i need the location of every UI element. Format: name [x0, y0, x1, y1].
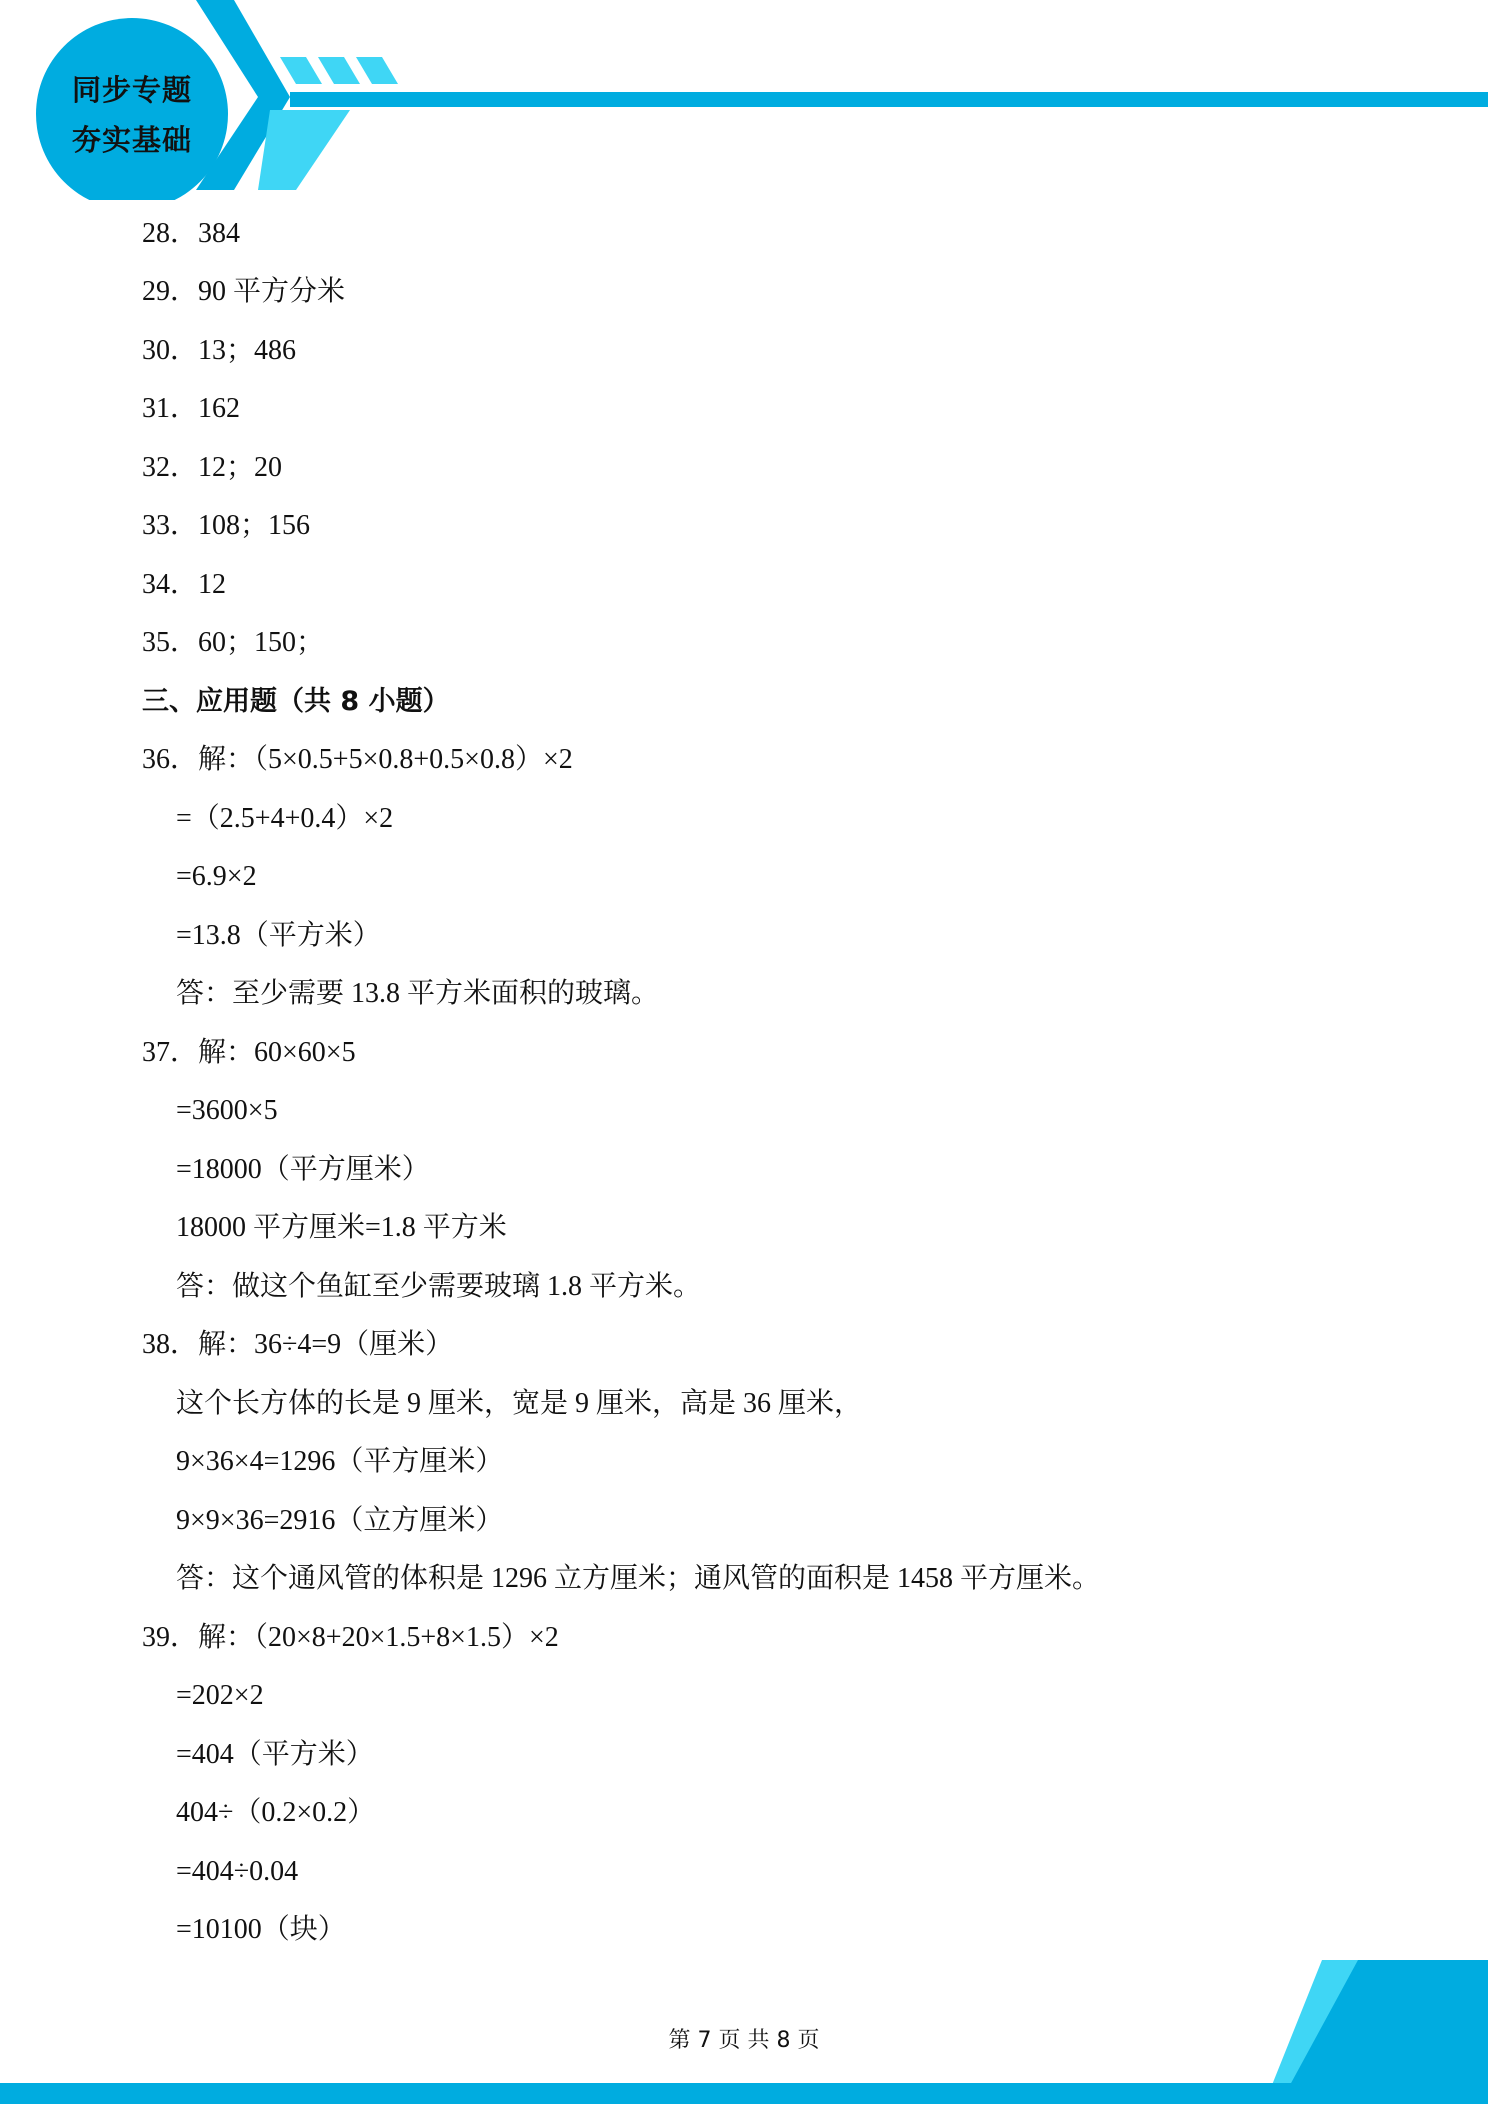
header-chevron-light	[258, 110, 350, 190]
q38-line-2: 这个长方体的长是 9 厘米，宽是 9 厘米，高是 36 厘米，	[176, 1388, 863, 1419]
header-stripe-2	[318, 57, 360, 84]
q39-line-6: =10100（块）	[176, 1914, 346, 1945]
q36-answer: 答：至少需要 13.8 平方米面积的玻璃。	[176, 978, 660, 1009]
badge-line-2: 夯实基础	[71, 123, 192, 157]
answer-31: 31．162	[142, 393, 241, 424]
q38-line-3: 9×36×4=1296（平方厘米）	[176, 1446, 504, 1477]
q37-line-3: =18000（平方厘米）	[176, 1154, 430, 1185]
answer-32: 32．12；20	[142, 452, 283, 483]
header-badge	[36, 40, 228, 190]
q36-line-2: =（2.5+4+0.4）×2	[176, 803, 394, 834]
q37-line-2: =3600×5	[176, 1095, 278, 1126]
q36-line-3: =6.9×2	[176, 861, 257, 892]
q38-answer: 答：这个通风管的体积是 1296 立方厘米；通风管的面积是 1458 平方厘米。	[176, 1563, 1101, 1594]
q37-answer: 答：做这个鱼缸至少需要玻璃 1.8 平方米。	[176, 1271, 702, 1302]
badge-line-1: 同步专题	[71, 73, 192, 107]
q39-line-5: =404÷0.04	[176, 1856, 299, 1887]
q37-line-4: 18000 平方厘米=1.8 平方米	[176, 1212, 507, 1243]
answer-29: 29．90 平方分米	[142, 276, 346, 307]
q39-line-2: =202×2	[176, 1680, 264, 1711]
q39-line-1: 39．解：（20×8+20×1.5+8×1.5）×2	[142, 1622, 559, 1653]
q38-line-1: 38．解：36÷4=9（厘米）	[142, 1329, 454, 1360]
q36-line-1: 36．解：（5×0.5+5×0.8+0.5×0.8）×2	[142, 744, 573, 775]
q39-line-3: =404（平方米）	[176, 1739, 374, 1770]
answer-28: 28．384	[142, 218, 241, 249]
answer-30: 30．13；486	[142, 335, 297, 366]
q38-line-4: 9×9×36=2916（立方厘米）	[176, 1505, 504, 1536]
section-heading: 三、应用题（共 8 小题）	[142, 686, 450, 717]
header-stripe-3	[356, 57, 398, 84]
page-number: 第 7 页 共 8 页	[668, 2028, 820, 2053]
answer-33: 33．108；156	[142, 510, 311, 541]
q36-line-4: =13.8（平方米）	[176, 920, 381, 951]
header-stripe-1	[280, 57, 322, 84]
footer-bar	[0, 2083, 1488, 2104]
answer-34: 34．12	[142, 569, 227, 600]
header-bar	[290, 92, 1488, 107]
q37-line-1: 37．解：60×60×5	[142, 1037, 356, 1068]
q39-line-4: 404÷（0.2×0.2）	[176, 1797, 376, 1828]
answer-35: 35．60；150；	[142, 627, 325, 658]
